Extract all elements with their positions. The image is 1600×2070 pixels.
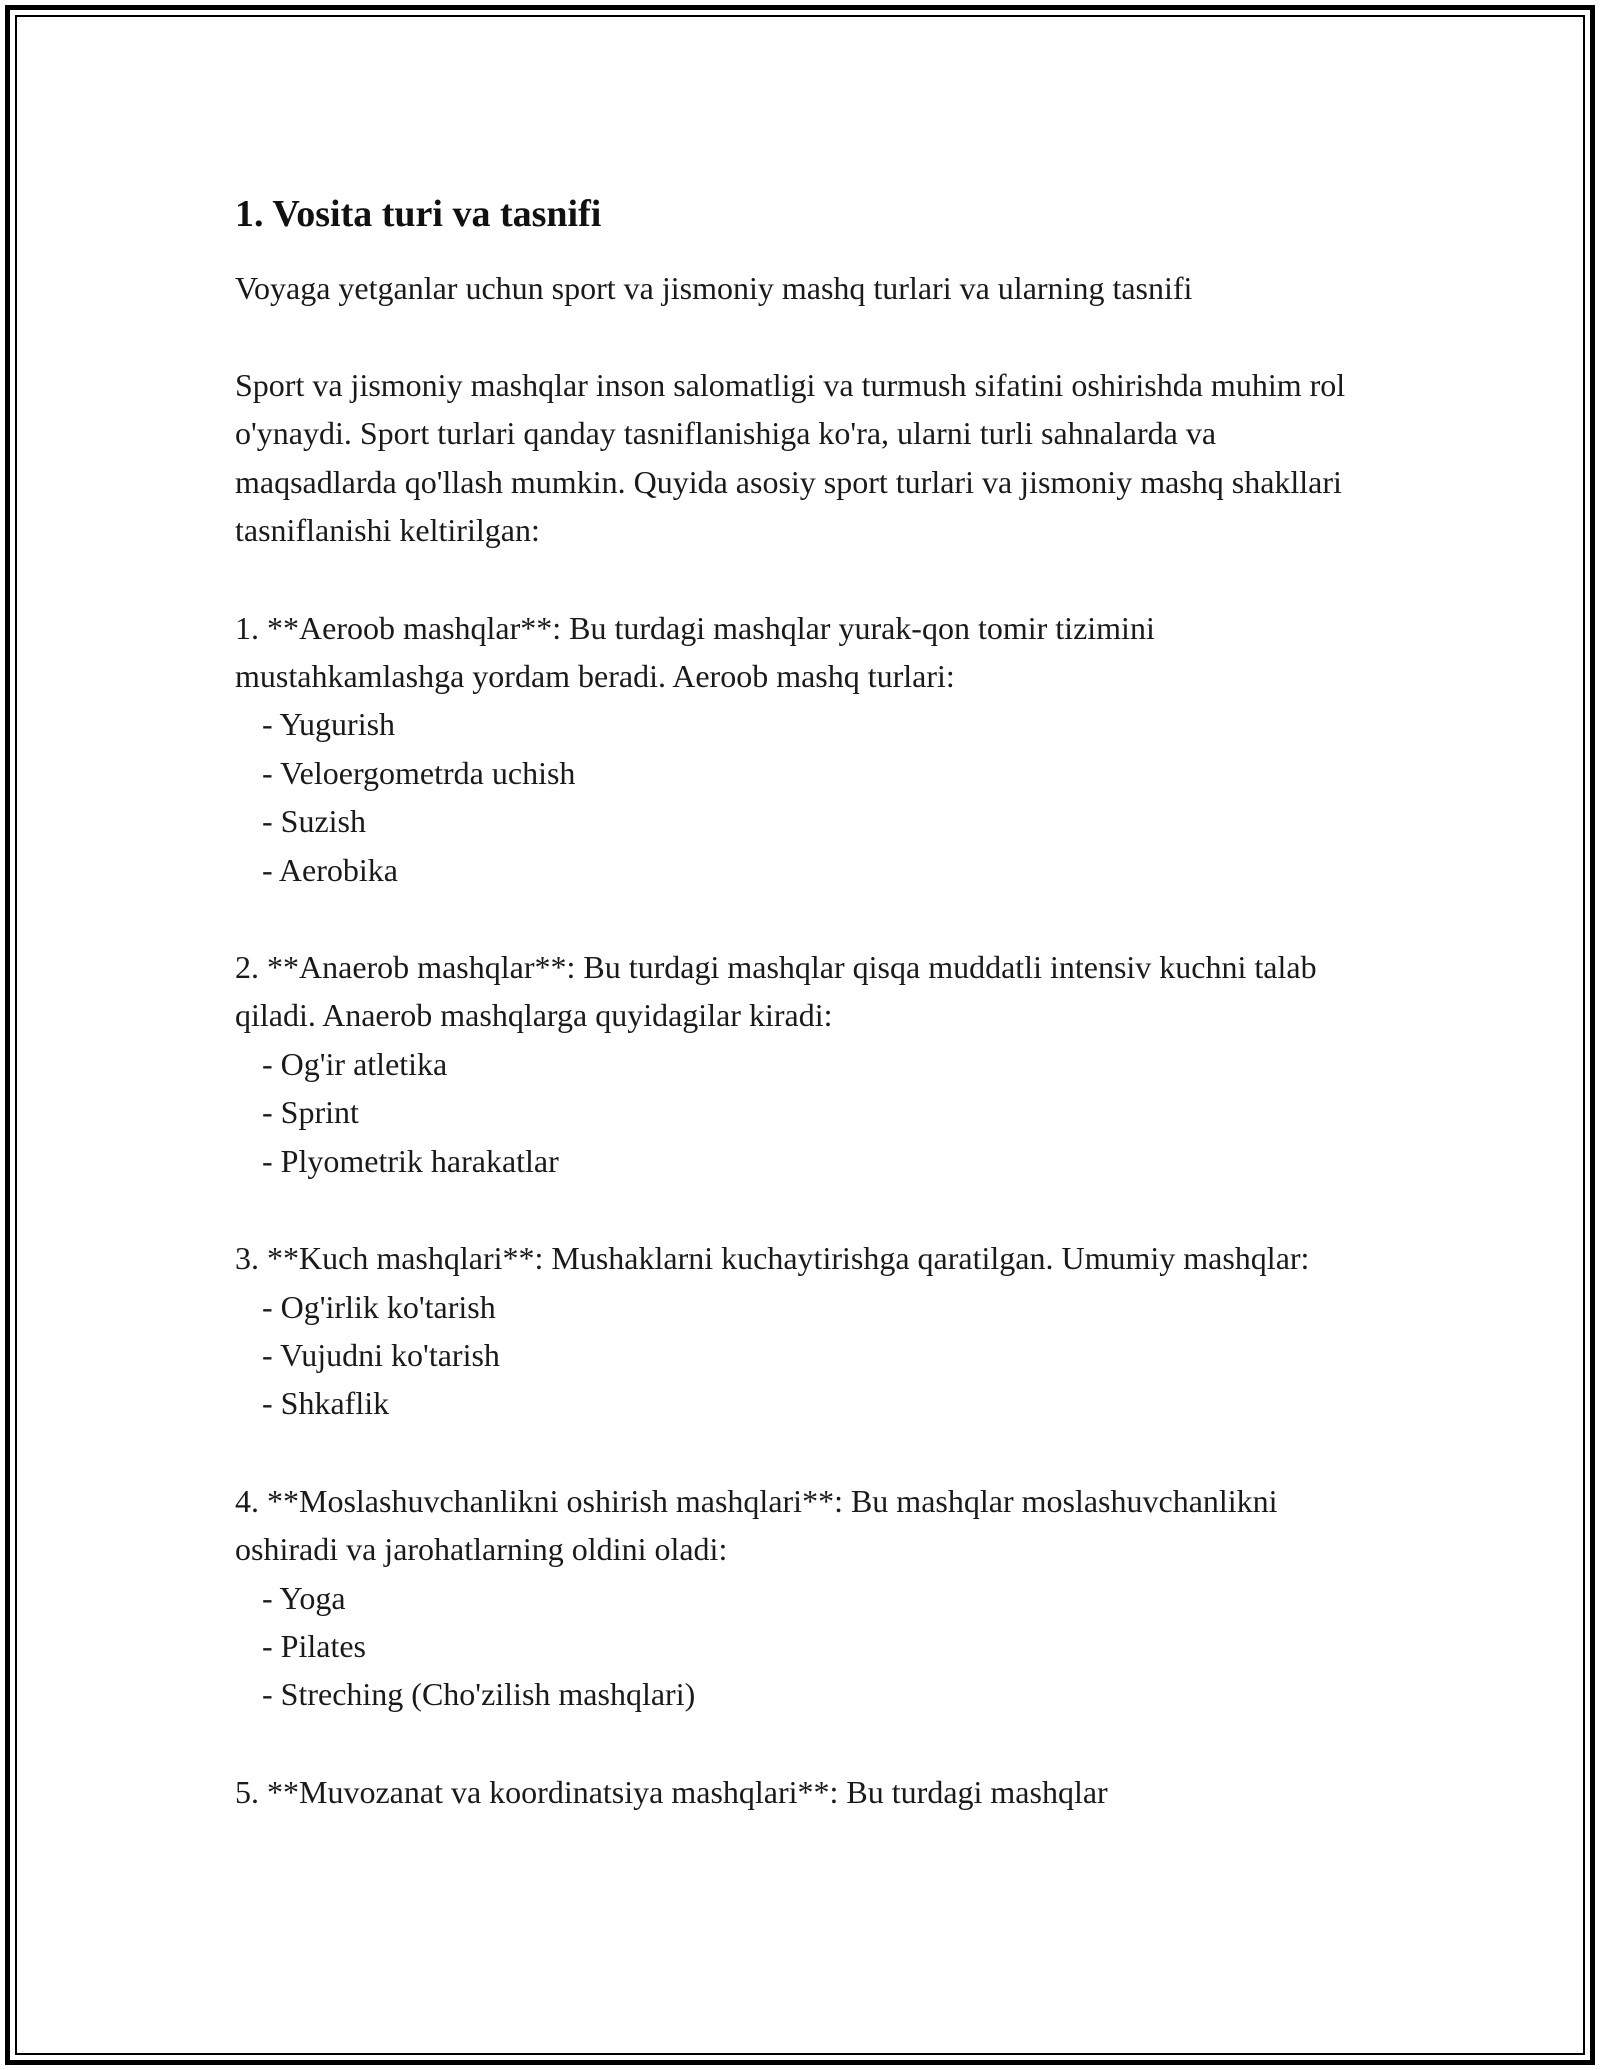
exercise-list <box>235 1574 1375 1719</box>
list-item: - Og'ir atletika <box>262 1045 448 1082</box>
exercise-list <box>235 1283 1375 1428</box>
list-item: - Aerobika <box>262 851 398 888</box>
list-item: - Vujudni ko'tarish <box>262 1336 500 1373</box>
list-item: - Sprint <box>262 1094 359 1131</box>
document-subtitle: Voyaga yetganlar uchun sport va jismoniy mashq turlari va ularning tasnifi <box>235 270 1193 306</box>
section-text: 4. **Moslashuvchanlikni oshirish mashqlari**: Bu mashqlar moslashuvchanlikni oshiradi va jarohatlarning oldini oladi: <box>235 1482 1278 1568</box>
document-body <box>235 186 1375 1816</box>
list-item: - Pilates <box>262 1627 366 1664</box>
section-strength <box>235 1234 1375 1428</box>
list-item: - Og'irlik ko'tarish <box>262 1288 496 1325</box>
list-item: - Shkaflik <box>262 1385 390 1422</box>
section-aerobic <box>235 604 1375 894</box>
section-text: 2. **Anaerob mashqlar**: Bu turdagi mashqlar qisqa muddatli intensiv kuchni talab qiladi. Anaerob mashqlarga quyidagilar kiradi: <box>235 949 1317 1034</box>
section-text: 5. **Muvozanat va koordinatsiya mashqlari**: Bu turdagi mashqlar <box>235 1773 1108 1810</box>
paragraph-gap <box>235 1428 1375 1477</box>
section-flexibility <box>235 1477 1375 1719</box>
list-item: - Suzish <box>262 803 366 840</box>
exercise-list <box>235 700 1375 894</box>
section-text: 1. **Aeroob mashqlar**: Bu turdagi mashqlar yurak-qon tomir tizimini mustahkamlashga yordam beradi. Aeroob mashq turlari: <box>235 609 1155 695</box>
paragraph-gap <box>235 1185 1375 1234</box>
exercise-list <box>235 1040 1375 1185</box>
list-item: - Yugurish <box>262 706 396 743</box>
paragraph-gap <box>235 894 1375 943</box>
section-text: 3. **Kuch mashqlari**: Mushaklarni kuchaytirishga qaratilgan. Umumiy mashqlar: <box>235 1240 1310 1277</box>
paragraph-gap <box>235 555 1375 604</box>
list-item: - Streching (Cho'zilish mashqlari) <box>262 1676 696 1713</box>
section-balance <box>235 1768 1375 1816</box>
paragraph-gap <box>235 312 1375 361</box>
list-item: - Yoga <box>262 1579 346 1616</box>
section-anaerobic <box>235 943 1375 1185</box>
list-item: - Veloergometrda uchish <box>262 754 576 791</box>
section-heading: 1. Vosita turi va tasnifi <box>235 193 602 235</box>
intro-paragraph: Sport va jismoniy mashqlar inson salomatligi va turmush sifatini oshirishda muhim rol o'ynaydi. Sport turlari qanday tasniflanishiga ko'ra, ularni turli sahnalarda va maqsadlarda qo'llash mumkin. Quyida asosiy sport turlari va jismoniy mashq shakllari tasniflanishi keltirilgan: <box>235 367 1346 549</box>
list-item: - Plyometrik harakatlar <box>262 1142 559 1179</box>
paragraph-gap <box>235 1719 1375 1768</box>
